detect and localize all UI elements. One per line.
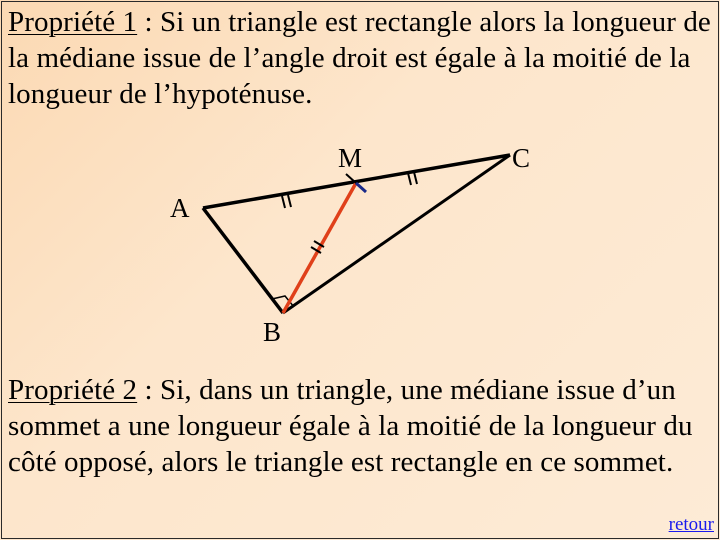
tick-am-2 bbox=[288, 195, 291, 207]
retour-link[interactable]: retour bbox=[668, 514, 714, 535]
label-c: C bbox=[512, 143, 531, 173]
property-1-title: Propriété 1 bbox=[8, 6, 138, 38]
side-ab bbox=[203, 208, 283, 313]
side-bc bbox=[283, 155, 510, 313]
property-2-text: : Si, dans un triangle, une médiane issue d’un sommet a une longueur égale à la moitié de la longueur du côté opposé, alors le triangle est rectangle en ce sommet. bbox=[8, 374, 693, 478]
median-bm bbox=[283, 183, 356, 313]
property-2-title: Propriété 2 bbox=[8, 374, 138, 406]
property-1-text: : Si un triangle est rectangle alors la longueur de la médiane issue de l’angle droit est égale à la moitié de la longueur de l’hypoténuse. bbox=[8, 6, 711, 110]
label-m: M bbox=[338, 143, 363, 173]
label-a: A bbox=[170, 193, 190, 223]
tick-am-1 bbox=[282, 196, 285, 208]
tick-mc-1 bbox=[408, 173, 411, 185]
point-m-tick bbox=[356, 183, 366, 192]
property-2 bbox=[8, 372, 708, 480]
label-b: B bbox=[263, 317, 282, 347]
tick-mc-2 bbox=[414, 172, 417, 184]
